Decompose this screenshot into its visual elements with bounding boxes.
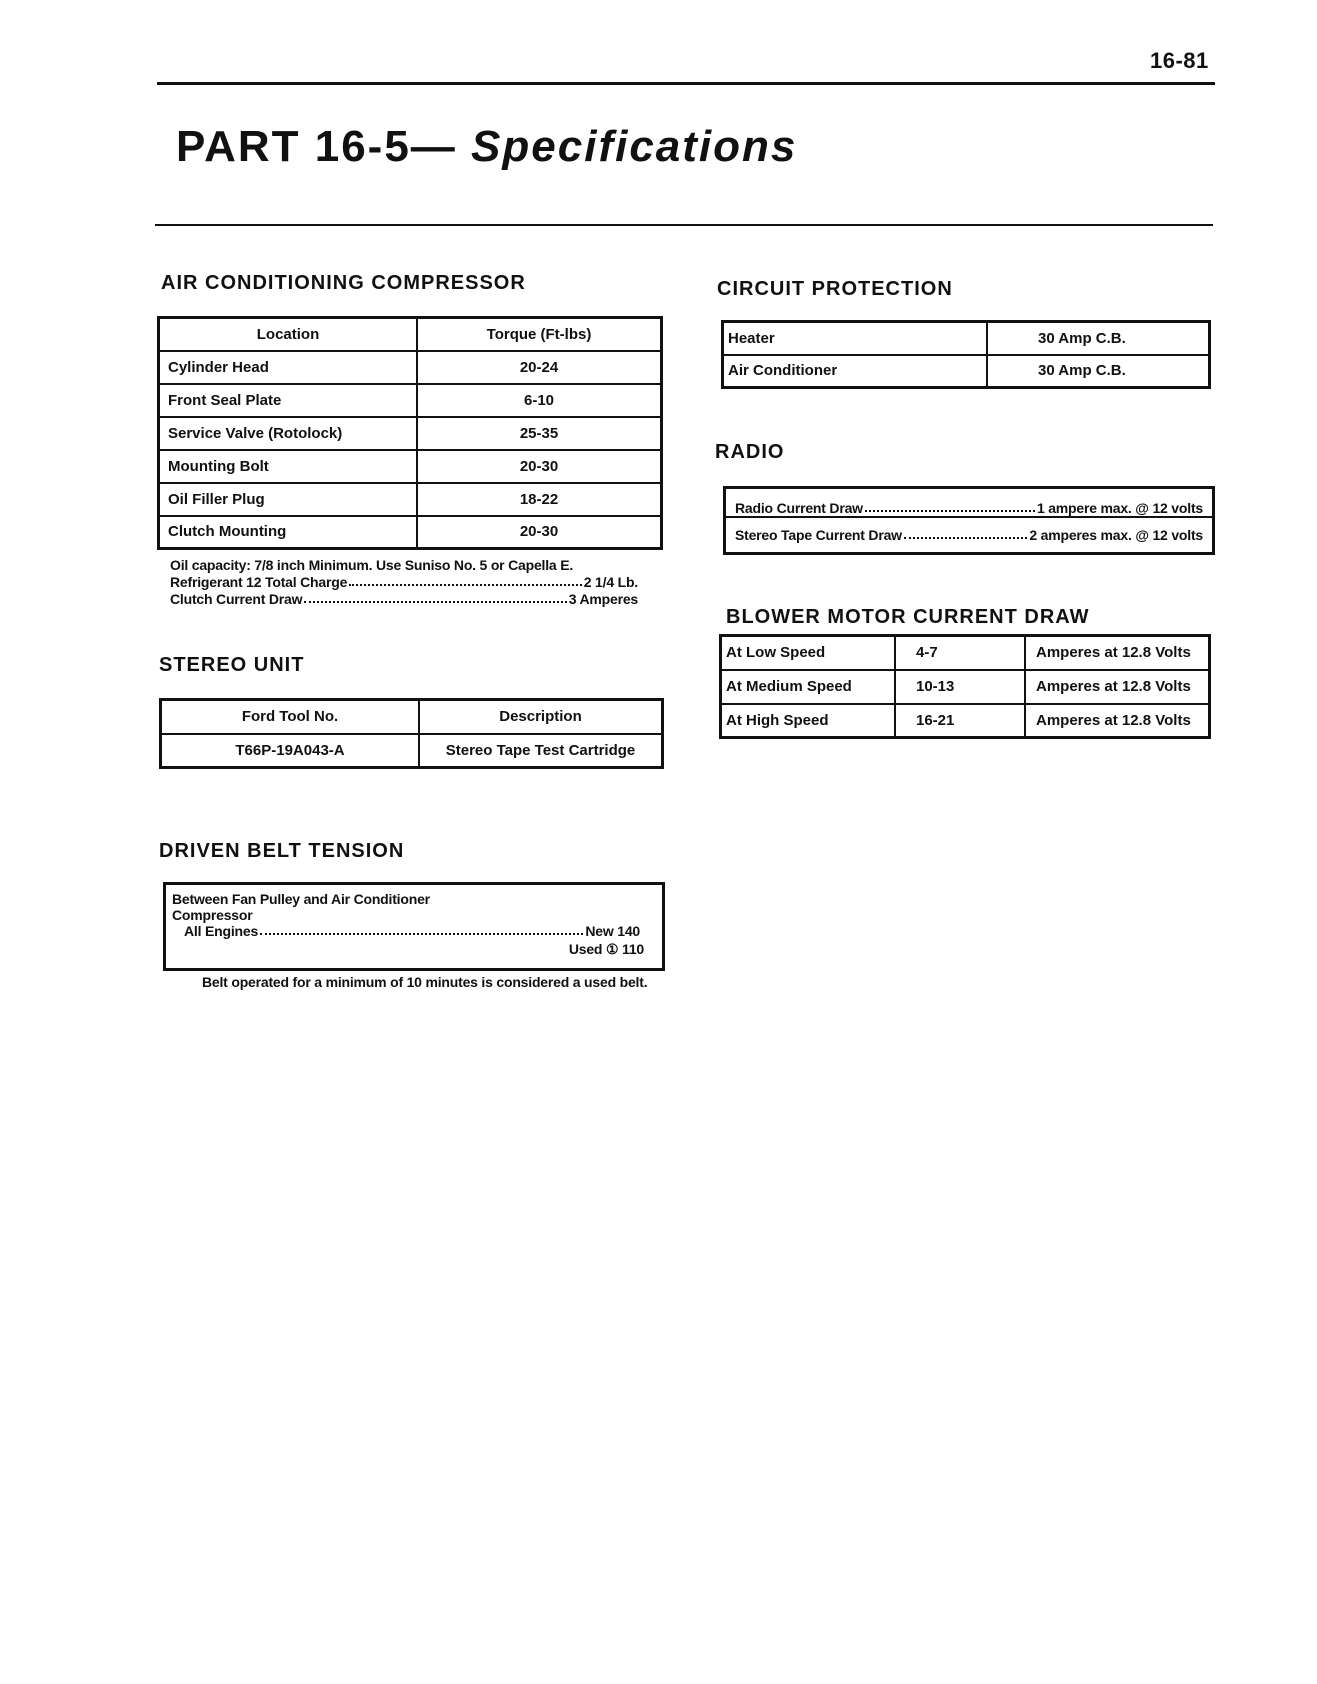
tool-number-cell: T66P-19A043-A [161, 734, 420, 768]
table-row [721, 704, 1210, 738]
location-cell: Cylinder Head [159, 351, 418, 384]
circuit-cell: Air Conditioner [723, 355, 988, 388]
dot-leader [904, 537, 1027, 539]
amps-range-cell: 10-13 [895, 670, 1025, 704]
ac-compressor-table [157, 316, 663, 550]
dot-leader [865, 510, 1035, 512]
amps-unit-cell: Amperes at 12.8 Volts [1025, 704, 1210, 738]
circuit-protection-heading: CIRCUIT PROTECTION [717, 278, 953, 300]
rating-cell: 30 Amp C.B. [987, 355, 1210, 388]
clutch-draw-value: 3 Amperes [568, 591, 638, 607]
page-title [176, 122, 797, 172]
ac-compressor-heading: AIR CONDITIONING COMPRESSOR [161, 272, 526, 294]
rating-cell: 30 Amp C.B. [987, 322, 1210, 355]
table-row [161, 734, 663, 768]
table-header-row [159, 318, 662, 351]
clutch-draw-note [170, 591, 638, 607]
torque-cell: 20-30 [417, 450, 662, 483]
amps-range-cell: 16-21 [895, 704, 1025, 738]
column-header: Description [419, 700, 663, 734]
new-tension-value: New 140 [585, 923, 640, 939]
part-label: PART 16-5— [176, 122, 457, 171]
belt-footnote: Belt operated for a minimum of 10 minutes is considered a used belt. [202, 974, 648, 990]
torque-cell: 20-24 [417, 351, 662, 384]
location-cell: Clutch Mounting [159, 516, 418, 549]
speed-cell: At Medium Speed [721, 670, 896, 704]
table-row [159, 384, 662, 417]
radio-label: Radio Current Draw [735, 500, 863, 516]
torque-cell: 6-10 [417, 384, 662, 417]
driven-belt-box [163, 882, 665, 971]
radio-value: 2 amperes max. @ 12 volts [1029, 527, 1203, 543]
circuit-protection-table [721, 320, 1211, 389]
all-engines-row [184, 923, 640, 939]
column-header: Location [159, 318, 418, 351]
speed-cell: At High Speed [721, 704, 896, 738]
table-row [721, 636, 1210, 670]
title-rule [155, 224, 1213, 226]
column-header: Ford Tool No. [161, 700, 420, 734]
oil-capacity-note: Oil capacity: 7/8 inch Minimum. Use Suniso No. 5 or Capella E. [170, 557, 574, 573]
radio-row [726, 527, 1212, 543]
table-row [159, 516, 662, 549]
circuit-cell: Heater [723, 322, 988, 355]
speed-cell: At Low Speed [721, 636, 896, 670]
stereo-unit-heading: STEREO UNIT [159, 654, 305, 676]
table-row [723, 355, 1210, 388]
blower-motor-heading: BLOWER MOTOR CURRENT DRAW [726, 606, 1090, 628]
description-cell: Stereo Tape Test Cartridge [419, 734, 663, 768]
torque-cell: 18-22 [417, 483, 662, 516]
dot-leader [304, 601, 566, 603]
driven-belt-heading: DRIVEN BELT TENSION [159, 840, 405, 862]
part-name: Specifications [471, 122, 798, 171]
stereo-unit-table [159, 698, 664, 769]
dot-leader [349, 584, 582, 586]
all-engines-label: All Engines [184, 923, 259, 939]
radio-heading: RADIO [715, 441, 785, 463]
refrigerant-note [170, 574, 638, 590]
radio-label: Stereo Tape Current Draw [735, 527, 902, 543]
torque-cell: 25-35 [417, 417, 662, 450]
refrigerant-label: Refrigerant 12 Total Charge [170, 574, 348, 590]
amps-range-cell: 4-7 [895, 636, 1025, 670]
radio-row [726, 496, 1212, 518]
table-row [721, 670, 1210, 704]
location-cell: Front Seal Plate [159, 384, 418, 417]
table-row [723, 322, 1210, 355]
table-row [159, 417, 662, 450]
belt-line-1: Between Fan Pulley and Air Conditioner [172, 891, 430, 907]
refrigerant-value: 2 1/4 Lb. [583, 574, 638, 590]
table-row [159, 450, 662, 483]
table-row [159, 351, 662, 384]
page-number: 16-81 [1150, 48, 1209, 73]
table-header-row [161, 700, 663, 734]
location-cell: Oil Filler Plug [159, 483, 418, 516]
amps-unit-cell: Amperes at 12.8 Volts [1025, 670, 1210, 704]
radio-value: 1 ampere max. @ 12 volts [1036, 500, 1203, 516]
belt-line-2: Compressor [172, 907, 253, 923]
location-cell: Mounting Bolt [159, 450, 418, 483]
blower-motor-table [719, 634, 1211, 739]
top-rule [157, 82, 1215, 85]
column-header: Torque (Ft-lbs) [417, 318, 662, 351]
clutch-draw-label: Clutch Current Draw [170, 591, 303, 607]
table-row [159, 483, 662, 516]
used-tension-value: Used ① 110 [568, 941, 644, 957]
torque-cell: 20-30 [417, 516, 662, 549]
dot-leader [260, 933, 583, 935]
amps-unit-cell: Amperes at 12.8 Volts [1025, 636, 1210, 670]
location-cell: Service Valve (Rotolock) [159, 417, 418, 450]
radio-box [723, 486, 1215, 555]
